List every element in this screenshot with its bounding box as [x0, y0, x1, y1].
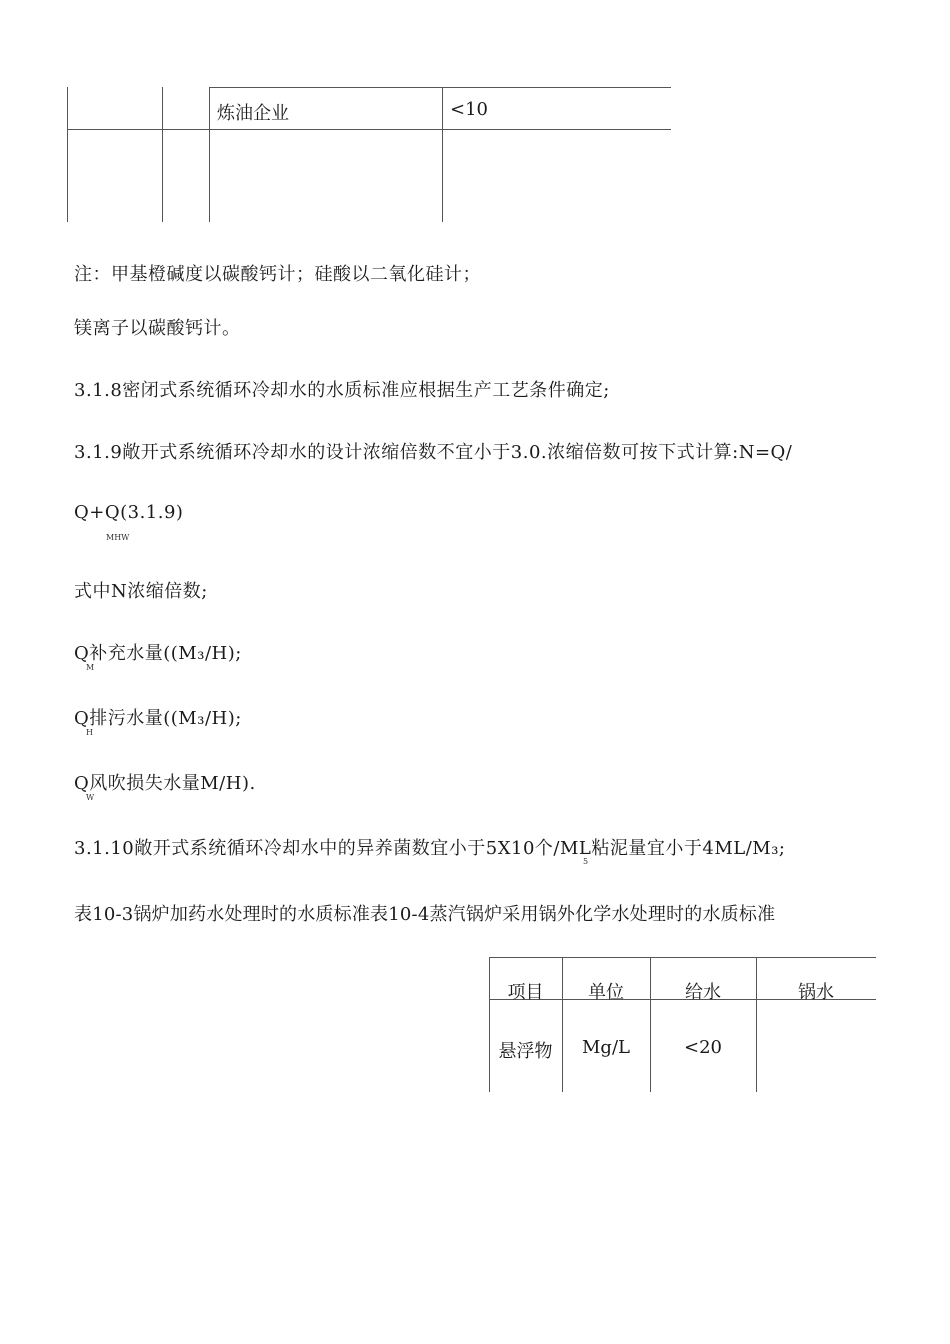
table-line — [489, 957, 876, 958]
section-paragraph: 3.1.10敞开式系统循环冷却水中的异养菌数宜小于5X10个/ML粘泥量宜小于4ML/M₃; — [74, 838, 786, 859]
table-caption: 表10-3锅炉加药水处理时的水质标准表10-4蒸汽锅炉采用锅外化学水处理时的水质标准 — [74, 904, 776, 925]
subscript: 5 — [583, 857, 589, 866]
table-line — [162, 87, 163, 222]
section-paragraph: 3.1.9敞开式系统循环冷却水的设计浓缩倍数不宜小于3.0.浓缩倍数可按下式计算:N=Q/ — [74, 442, 793, 463]
subscript: M — [86, 663, 95, 672]
note-line: 注：甲基橙碱度以碳酸钙计；硅酸以二氧化硅计； — [74, 264, 481, 285]
table-header: 给水 — [685, 982, 721, 1003]
note-line: 镁离子以碳酸钙计。 — [74, 318, 241, 339]
table-cell: <10 — [450, 99, 488, 120]
table-line — [209, 87, 671, 88]
definition-qm: Q补充水量((M₃/H); — [74, 643, 242, 664]
definition-qh: Q排污水量((M₃/H); — [74, 708, 242, 729]
section-paragraph: 3.1.8密闭式系统循环冷却水的水质标准应根据生产工艺条件确定; — [74, 380, 610, 401]
table-header: 单位 — [588, 982, 624, 1003]
table-cell: Mg/L — [582, 1037, 630, 1058]
table-header: 项目 — [507, 982, 544, 1003]
table-cell: 炼油企业 — [217, 103, 289, 124]
formula-subscripts: MHW — [106, 533, 130, 542]
table-header: 锅水 — [798, 982, 834, 1003]
table-line — [67, 129, 671, 130]
definition-intro: 式中N浓缩倍数; — [74, 581, 208, 602]
formula: Q+Q(3.1.9) — [74, 502, 184, 523]
table-cell: 悬浮物 — [498, 1041, 553, 1062]
subscript: W — [86, 793, 95, 802]
table-line — [209, 87, 210, 222]
table-line — [442, 87, 443, 222]
table-cell: <20 — [684, 1037, 722, 1058]
definition-qw: Q风吹损失水量M/H). — [74, 773, 256, 794]
table-line — [67, 87, 68, 222]
subscript: H — [86, 728, 93, 737]
